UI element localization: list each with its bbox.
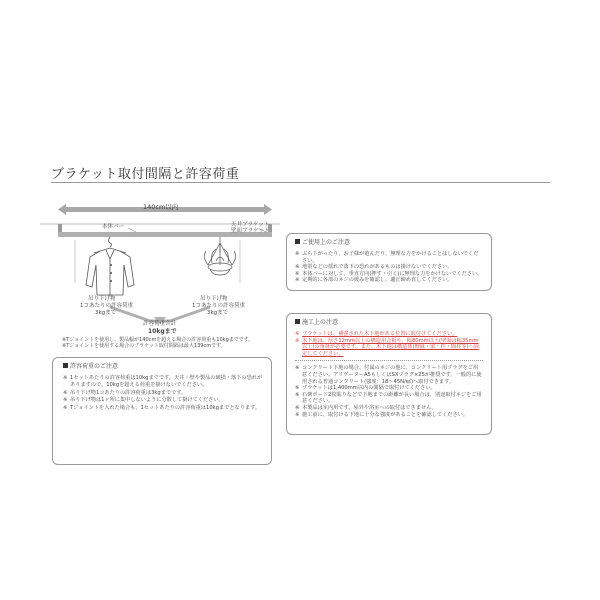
usage-caution-item: ※ 本体バーに対して、垂直方向(押す・引く)に無理な力をかけないでください。 [295,270,483,277]
bar-label: 本体バー [102,224,125,230]
usage-caution-box [286,233,492,291]
install-caution-item: ※ ブラケットは1,400mm以内の間隔で取付けてください。 [295,385,436,392]
load-caution-item: ※ Tジョイントを入れた場合も、1セットあたりの許容荷重は10kgまでとなります。 [63,404,261,411]
shirt-icon [86,237,134,295]
load-caution-heading: 許容荷重のご注意 [63,363,263,371]
right-load-line-2: 1コあたりの許容荷重 [192,303,245,309]
diagram-note: ※Tジョイントを使用する場合のブラケット取付間隔は最大139cmです。 [62,343,226,350]
total-load-line-2: 10kgまで [148,328,177,335]
load-caution-box [52,357,272,465]
install-caution-item: ※ 施工前に、取付ける下地に十分な強度があることを確認してください。 [295,411,469,418]
install-caution-item: ※ コンクリート下地の場合、付属のネジの他に、コンクリート用プラグをご用意ください。アリゲーターA5もしくはSXプラグ×25が推奨です。一般的に使用される普通コンクリート(強度：18〜45N/㎟)へ取付できます。 [295,365,482,385]
ceiling-bracket-label: 天井ブラケット [231,222,270,228]
install-caution-item: ※ 石膏ボード2枚貼りなどで下地までの距離が長い場合は、別途取付ネジをご用意ください。 [295,391,482,405]
square-bullet-icon [295,239,300,244]
load-caution-item: ※ 1セットあたりの許容荷重は10kgまでです。天井・壁や製品の破損・落下の恐れがありますので、10kgを超える荷重を掛けないでください。 [63,375,263,389]
square-bullet-icon [63,363,68,368]
left-load-line-1: 吊り下げ物 [88,296,116,302]
usage-caution-item: ※ ぶら下がったり、お子様が遊んだり、無理な力をかけることはしないでください。 [295,251,479,264]
right-load-line-3: 3kgまで [207,310,229,316]
dotted-divider [295,360,483,361]
total-load-line-1: 許容荷重合計 [143,321,177,327]
bracket-diagram-svg [40,195,280,335]
section-title: ブラケット取付間隔と許容荷重 [51,167,240,182]
install-caution-box [286,313,492,435]
load-caution-item: ※ 吊り下げ物1コあたりの許容荷重は3kgまでです。 [63,389,187,396]
title-divider [51,182,550,183]
usage-caution-item: ※ 地震などの揺れで落下の恐れがあるものは掛けないでください。 [295,264,453,271]
load-caution-item: ※ 吊り下げ物は1ヶ所に集中しないように分散して掛けてください。 [63,397,224,404]
diagram-note: ※Tジョイントを使用し、製品幅が140cmを超える場合の許容荷重も10kgまでです。 [62,337,254,343]
width-label: 140cm以内 [143,203,179,211]
wall-bracket-label: 壁面ブラケット [231,228,270,234]
install-caution-item: ※ 本製品は室内用です。屋外や浴室への取付はできません。 [295,404,437,411]
right-load-line-1: 吊り下げ物 [200,296,228,302]
bracket-diagram [40,195,280,335]
install-warning-item: ※ 木下地は、厚さ12mm以上の構造用合板や、幅80mm以上(壁面は幅35mm以上)の角材が必要です。また、木下地は構造体(野縁・梁・柱・間柱等)へ固定してください。 [295,337,479,357]
left-load-line-3: 3kgまで [95,310,117,316]
install-warning-item: ※ ブラケットは、補強された木下地がある位置に取付けてください。 [295,331,458,337]
install-caution-heading: 施工上の注意 [295,319,483,327]
diagram-notes [62,337,287,350]
left-load-line-2: 1コあたりの許容荷重 [80,303,133,309]
usage-caution-heading: ご使用上のご注意 [295,239,483,247]
usage-caution-item: ※ 定期的に各部のネジの緩みを確認し、適正締め直してください。 [295,277,453,284]
hanging-plant-icon [204,237,235,275]
square-bullet-icon [295,319,300,324]
